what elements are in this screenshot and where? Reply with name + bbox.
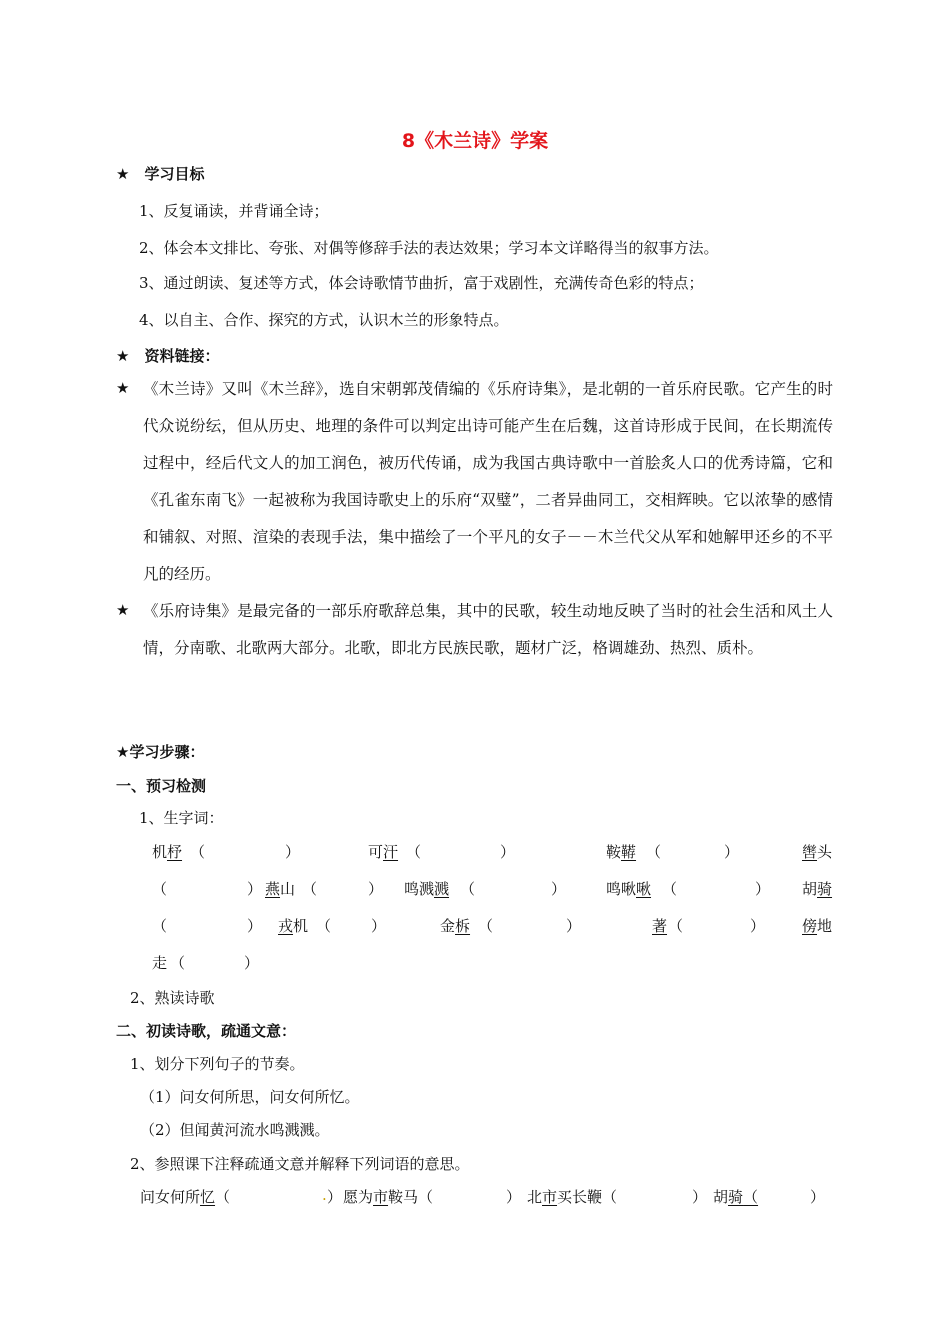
stray-mark: . <box>322 1186 327 1204</box>
part2-heading: 二、初读诗歌，疏通文意： <box>116 1022 297 1040</box>
resource-paragraph-1: 《木兰诗》又叫《木兰辞》，选自宋朝郭茂倩编的《乐府诗集》，是北朝的一首乐府民歌。它产生的时代众说纷纭，但从历史、地理的条件可以判定出诗可能产生在后魏，这首诗形成于民间，在长期流传过程中，经后代文人的加工润色，被历代传诵，成为我国古典诗歌中一首脍炙人口的优秀诗篇，它和《孔雀东南飞》一起被称为我国诗歌史上的乐府“双璧”，二者异曲同工，交相辉映。它以浓挚的感情和铺叙、对照、渲染的表现手法，集中描绘了一个平凡的女子－－木兰代父从军和她解甲还乡的不平凡的经历。 <box>143 380 833 583</box>
resource-paragraph-2: 《乐府诗集》是最完备的一部乐府歌辞总集，其中的民歌，较生动地反映了当时的社会生活和风土人情，分南歌、北歌两大部分。北歌，即北方民族民歌，题材广泛，格调雄劲、热烈、质朴。 <box>143 602 833 657</box>
goal-item-4: 4、以自主、合作、探究的方式，认识木兰的形象特点。 <box>139 311 509 329</box>
goals-heading: ★ 学习目标 <box>116 165 205 183</box>
meaning-shi-2: 北市买长鞭（ <box>527 1188 618 1206</box>
resources-heading: ★ 资料链接： <box>116 347 220 365</box>
vocab-anjian: 鞍鞯 <box>606 843 637 861</box>
meaning-ji: 胡骑（ <box>713 1188 759 1206</box>
vocab-jiujiu: 鸣啾啾 <box>606 880 652 898</box>
vocab-yanshan: 燕山 <box>265 880 296 898</box>
vocab-huji: 胡骑 <box>802 880 833 898</box>
vocab-zou: 走 <box>152 954 168 972</box>
vocab-rongji: 戎机 <box>278 917 309 935</box>
rhythm-item: 1、划分下列句子的节奏。 <box>130 1055 305 1073</box>
star-icon: ★ <box>116 601 130 619</box>
vocab-zhuo: 著 <box>652 917 668 935</box>
vocab-jizhu: 机杼 <box>152 843 183 861</box>
goal-item-1: 1、反复诵读，并背诵全诗； <box>139 202 329 220</box>
star-icon: ★ <box>116 379 130 397</box>
vocab-label: 1、生字词： <box>139 809 224 827</box>
rhythm-question-1: （1）问女何所思，问女何所忆。 <box>140 1088 360 1106</box>
part1-heading: 一、预习检测 <box>116 777 207 795</box>
goal-item-2: 2、体会本文排比、夸张、对偶等修辞手法的表达效果；学习本文详略得当的叙事方法。 <box>139 239 719 257</box>
vocab-kehan: 可汗 <box>368 843 399 861</box>
meaning-item: 2、参照课下注释疏通文意并解释下列词语的意思。 <box>130 1155 470 1173</box>
page-title: 8《木兰诗》学案 <box>401 130 549 152</box>
steps-heading: ★学习步骤： <box>116 743 205 761</box>
vocab-jianjian: 鸣溅溅 <box>404 880 450 898</box>
meaning-shi-1: 愿为市鞍马（ <box>343 1188 434 1206</box>
vocab-jintuo: 金柝 <box>440 917 471 935</box>
meaning-yi: 问女何所忆（ <box>140 1188 231 1206</box>
vocab-bangdi: 傍地 <box>802 917 833 935</box>
read-poem-item: 2、熟读诗歌 <box>130 989 215 1007</box>
rhythm-question-2: （2）但闻黄河流水鸣溅溅。 <box>140 1121 330 1139</box>
goal-item-3: 3、通过朗读、复述等方式，体会诗歌情节曲折，富于戏剧性，充满传奇色彩的特点； <box>139 274 704 292</box>
vocab-peitou: 辔头 <box>802 843 833 861</box>
